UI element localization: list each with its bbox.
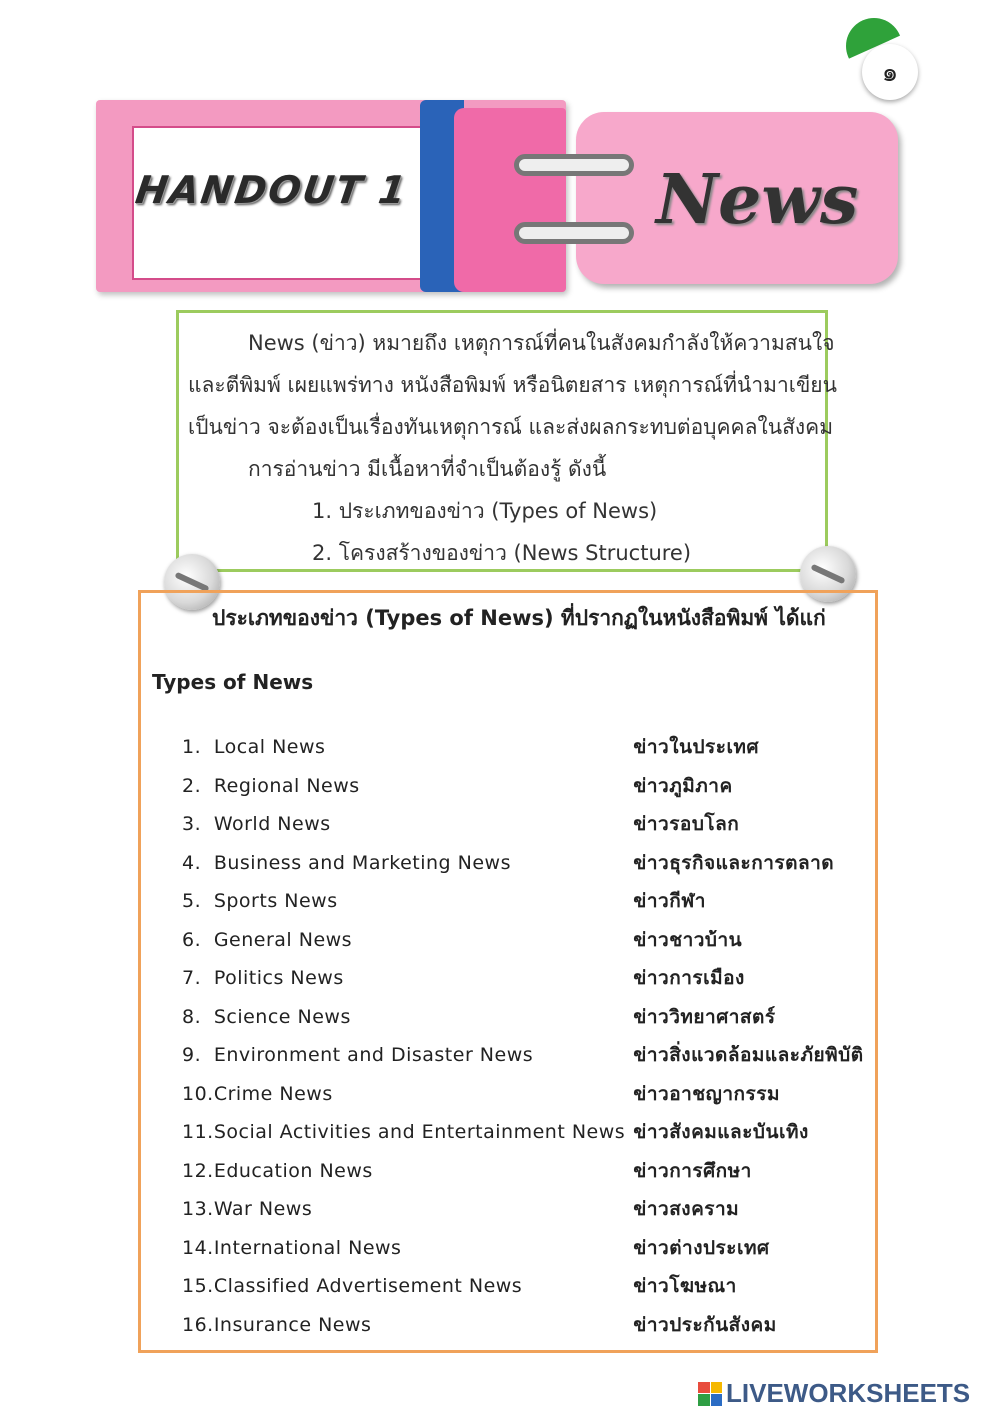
list-item-thai: ข่าวการเมือง xyxy=(633,967,745,990)
list-item-number: 6. xyxy=(182,928,202,951)
intro-line-4: การอ่านข่าว มีเนื้อหาที่จำเป็นต้องรู้ ดังนี้ xyxy=(248,457,607,481)
list-item-number: 10. xyxy=(182,1082,214,1105)
list-item-thai: ข่าวชาวบ้าน xyxy=(633,928,743,951)
list-item-thai: ข่าวสงคราม xyxy=(633,1198,740,1221)
list-item-thai: ข่าวโฆษณา xyxy=(633,1275,737,1298)
list-item-thai: ข่าวธุรกิจและการตลาด xyxy=(633,851,835,874)
list-item xyxy=(182,805,872,844)
list-item xyxy=(182,921,872,960)
list-item-english: Classified Advertisement News xyxy=(213,1275,523,1298)
list-item xyxy=(182,1036,872,1075)
list-item-number: 7. xyxy=(182,967,202,990)
list-item-number: 13. xyxy=(182,1198,214,1221)
footer-logo xyxy=(698,1378,970,1409)
list-item-english: Sports News xyxy=(213,890,338,913)
list-item xyxy=(182,844,872,883)
list-item xyxy=(182,1229,872,1268)
list-item-number: 15. xyxy=(182,1275,214,1298)
list-item xyxy=(182,767,872,806)
list-item-number: 3. xyxy=(182,813,202,836)
list-item-thai: ข่าววิทยาศาสตร์ xyxy=(633,1005,776,1028)
list-item-thai: ข่าวรอบโลก xyxy=(633,813,740,836)
list-item-english: Social Activities and Entertainment News xyxy=(213,1121,626,1144)
list-item-thai: ข่าวสังคมและบันเทิง xyxy=(633,1121,809,1144)
list-item-english: Education News xyxy=(213,1159,373,1182)
list-item-number: 4. xyxy=(182,851,202,874)
list-item-number: 12. xyxy=(182,1159,214,1182)
list-item-english: Environment and Disaster News xyxy=(213,1044,534,1067)
binder-spine xyxy=(454,108,566,292)
list-item xyxy=(182,959,872,998)
intro-item-1: 1. ประเภทของข่าว (Types of News) xyxy=(312,499,658,523)
list-item xyxy=(182,1152,872,1191)
tab-notch xyxy=(96,162,132,232)
list-item-thai: ข่าวต่างประเทศ xyxy=(633,1236,770,1259)
list-item xyxy=(182,882,872,921)
list-item xyxy=(182,1075,872,1114)
list-item-thai: ข่าวในประเทศ xyxy=(633,736,760,759)
list-item-english: Politics News xyxy=(213,967,344,990)
list-item-english: Insurance News xyxy=(213,1313,372,1336)
list-item-thai: ข่าวอาชญากรรม xyxy=(633,1082,780,1105)
list-item xyxy=(182,1190,872,1229)
list-item-english: Regional News xyxy=(213,774,360,797)
list-item xyxy=(182,998,872,1037)
topic-title: News xyxy=(656,160,859,240)
types-heading: ประเภทของข่าว (Types of News) ที่ปรากฏในหนังสือพิมพ์ ได้แก่ xyxy=(212,606,826,630)
list-item-number: 8. xyxy=(182,1005,202,1028)
list-item-english: Business and Marketing News xyxy=(213,851,511,874)
logo-icon xyxy=(698,1382,722,1406)
list-item-english: Crime News xyxy=(213,1082,333,1105)
list-item-number: 2. xyxy=(182,774,202,797)
types-subheading: Types of News xyxy=(152,670,314,694)
list-item xyxy=(182,1113,872,1152)
list-item xyxy=(182,1267,872,1306)
brand-name: LIVEWORKSHEETS xyxy=(726,1378,971,1408)
list-item-thai: ข่าวกีฬา xyxy=(633,890,706,913)
list-item-thai: ข่าวประกันสังคม xyxy=(633,1313,777,1336)
list-item-thai: ข่าวสิ่งแวดล้อมและภัยพิบัติ xyxy=(633,1044,864,1067)
list-item-number: 9. xyxy=(182,1044,202,1067)
list-item xyxy=(182,728,872,767)
list-item-english: World News xyxy=(213,813,331,836)
list-item-english: General News xyxy=(213,928,353,951)
binder-ring-bottom xyxy=(514,222,634,244)
list-item-number: 1. xyxy=(182,736,202,759)
list-item-english: Local News xyxy=(213,736,326,759)
list-item-english: International News xyxy=(213,1236,402,1259)
list-item-number: 5. xyxy=(182,890,202,913)
intro-line-2: และตีพิมพ์ เผยแพร่ทาง หนังสือพิมพ์ หรือนิตยสาร เหตุการณ์ที่นำมาเขียน xyxy=(188,373,837,397)
types-list xyxy=(182,728,872,1344)
intro-line-1: News (ข่าว) หมายถึง เหตุการณ์ที่คนในสังคมกำลังให้ความสนใจ xyxy=(248,331,835,355)
list-item-number: 14. xyxy=(182,1236,214,1259)
list-item-number: 16. xyxy=(182,1313,214,1336)
list-item-thai: ข่าวการศึกษา xyxy=(633,1159,752,1182)
intro-item-2: 2. โครงสร้างของข่าว (News Structure) xyxy=(312,541,692,565)
binder-ring-top xyxy=(514,154,634,176)
page-number: ๑ xyxy=(862,44,918,100)
intro-text xyxy=(188,322,837,574)
list-item xyxy=(182,1306,872,1345)
list-item-thai: ข่าวภูมิภาค xyxy=(633,774,733,797)
list-item-english: Science News xyxy=(213,1005,351,1028)
list-item-number: 11. xyxy=(182,1121,214,1144)
list-item-english: War News xyxy=(213,1198,313,1221)
intro-line-3: เป็นข่าว จะต้องเป็นเรื่องทันเหตุการณ์ และส่งผลกระทบต่อบุคคลในสังคม xyxy=(188,415,834,439)
handout-title: HANDOUT 1 xyxy=(132,168,411,212)
